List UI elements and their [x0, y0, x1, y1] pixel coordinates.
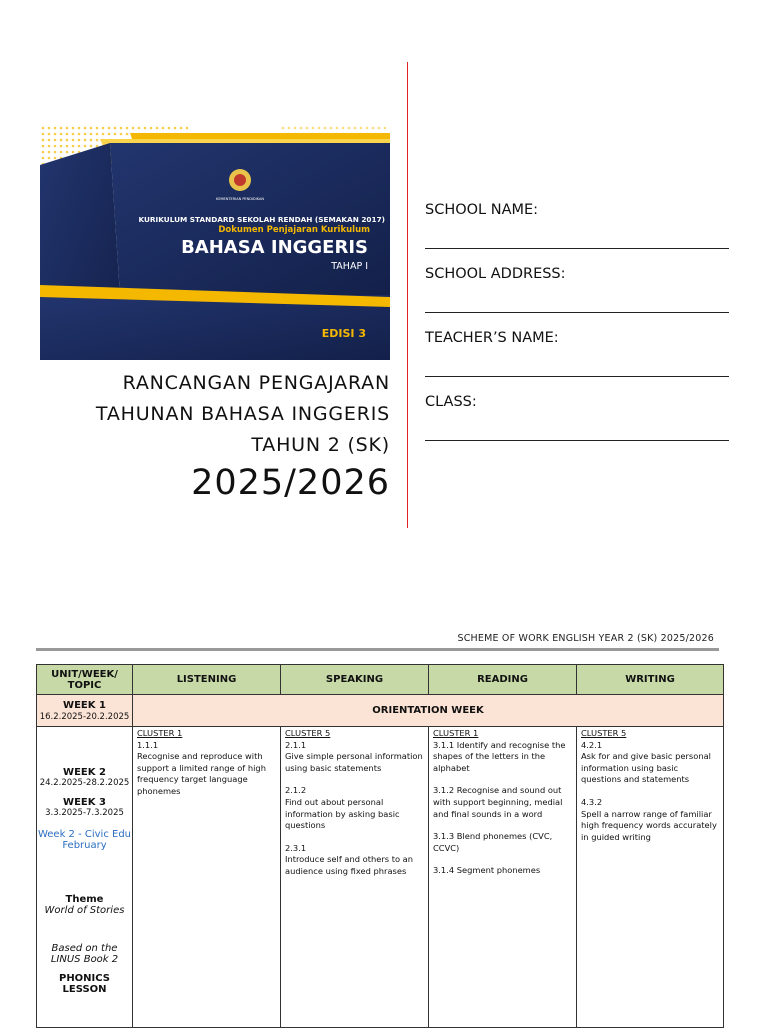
reading-cluster: CLUSTER 1 — [433, 728, 479, 738]
class-label: CLASS: — [425, 394, 477, 410]
table-row-week1 — [37, 695, 724, 727]
speaking-cell — [281, 727, 429, 1028]
listening-cluster: CLUSTER 1 — [137, 728, 183, 738]
scheme-of-work-table — [36, 664, 724, 1028]
table-row-week2-3 — [37, 727, 724, 1028]
based-on-line-2: LINUS Book 2 — [50, 954, 119, 965]
unit-cell — [37, 727, 133, 1028]
speaking-code-2: 2.1.2 — [285, 785, 307, 796]
week3-label: WEEK 3 — [63, 797, 106, 808]
page-header: SCHEME OF WORK ENGLISH YEAR 2 (SK) 2025/2026 — [457, 633, 714, 644]
document-text: Dokumen Penjajaran Kurikulum — [218, 225, 370, 235]
header-unit: UNIT/WEEK/ TOPIC — [37, 665, 133, 695]
speaking-code-1: 2.1.1 — [285, 739, 307, 750]
school-name-label: SCHOOL NAME: — [425, 202, 539, 218]
theme-label: Theme — [65, 894, 104, 905]
header-speaking: SPEAKING — [281, 665, 429, 695]
class-line[interactable] — [425, 440, 729, 441]
reading-cell — [429, 727, 577, 1028]
table-header-row — [37, 665, 724, 695]
vertical-divider — [407, 62, 408, 528]
header-reading: READING — [429, 665, 577, 695]
edition-text: EDISI 3 — [321, 327, 366, 340]
cover-banner — [40, 125, 390, 360]
speaking-text-2: Find out about personal information by asking basic questions — [285, 796, 400, 831]
writing-code-1: 4.2.1 — [581, 739, 603, 750]
speaking-text-1: Give simple personal information using basic statements — [285, 751, 423, 773]
title-line-1: RANCANGAN PENGAJARAN — [122, 372, 390, 394]
theme-value: World of Stories — [44, 905, 125, 916]
writing-code-2: 4.3.2 — [581, 796, 603, 807]
listening-text: Recognise and reproduce with support a limited range of high frequency target language phonemes — [137, 751, 266, 796]
ministry-text: KEMENTERIAN PENDIDIKAN — [216, 197, 264, 201]
header-rule — [36, 648, 719, 651]
speaking-cluster: CLUSTER 5 — [285, 728, 331, 738]
reading-item-4: 3.1.4 Segment phonemes — [433, 865, 541, 876]
subject-text: BAHASA INGGERIS — [181, 237, 368, 258]
phonics-lesson-label: PHONICS LESSON — [58, 973, 110, 995]
listening-cell — [133, 727, 281, 1028]
reading-item-2: 3.1.2 Recognise and sound out with support beginning, medial and final sounds in a word — [433, 785, 563, 819]
week2-label: WEEK 2 — [63, 767, 106, 778]
title-year: 2025/2026 — [191, 463, 390, 503]
listening-code: 1.1.1 — [137, 739, 159, 750]
writing-text-2: Spell a narrow range of familiar high frequency words accurately in guided writing — [581, 808, 717, 842]
speaking-code-3: 2.3.1 — [285, 842, 307, 853]
header-listening: LISTENING — [133, 665, 281, 695]
writing-cluster: CLUSTER 5 — [581, 728, 627, 738]
curriculum-text: KURIKULUM STANDARD SEKOLAH RENDAH (SEMAKAN 2017) — [138, 215, 385, 224]
teacher-name-line[interactable] — [425, 376, 729, 377]
level-text: TAHAP I — [331, 261, 368, 272]
week1-dates: 16.2.2025-20.2.2025 — [39, 711, 130, 722]
based-on-line-1: Based on the — [51, 943, 118, 954]
writing-cell — [577, 727, 724, 1028]
school-address-label: SCHOOL ADDRESS: — [425, 266, 566, 282]
orientation-week: ORIENTATION WEEK — [133, 695, 724, 727]
reading-item-1: 3.1.1 Identify and recognise the shapes of the letters in the alphabet — [433, 739, 566, 773]
civic-edu-line-1: Week 2 - Civic Edu — [37, 829, 132, 840]
title-line-3: TAHUN 2 (SK) — [251, 434, 390, 456]
header-writing: WRITING — [577, 665, 724, 695]
week1-label: WEEK 1 — [63, 699, 106, 711]
speaking-text-3: Introduce self and others to an audience using fixed phrases — [285, 854, 414, 876]
school-address-line[interactable] — [425, 312, 729, 313]
week1-cell — [37, 695, 133, 727]
teacher-name-label: TEACHER’S NAME: — [425, 330, 559, 346]
school-name-line[interactable] — [425, 248, 729, 249]
reading-item-3: 3.1.3 Blend phonemes (CVC, CCVC) — [433, 831, 553, 853]
title-line-2: TAHUNAN BAHASA INGGERIS — [95, 403, 390, 425]
civic-edu-line-2: February — [62, 840, 107, 851]
writing-text-1: Ask for and give basic personal information using basic questions and statements — [581, 751, 711, 785]
week2-dates: 24.2.2025-28.2.2025 — [39, 778, 130, 788]
week3-dates: 3.3.2025-7.3.2025 — [45, 808, 124, 818]
